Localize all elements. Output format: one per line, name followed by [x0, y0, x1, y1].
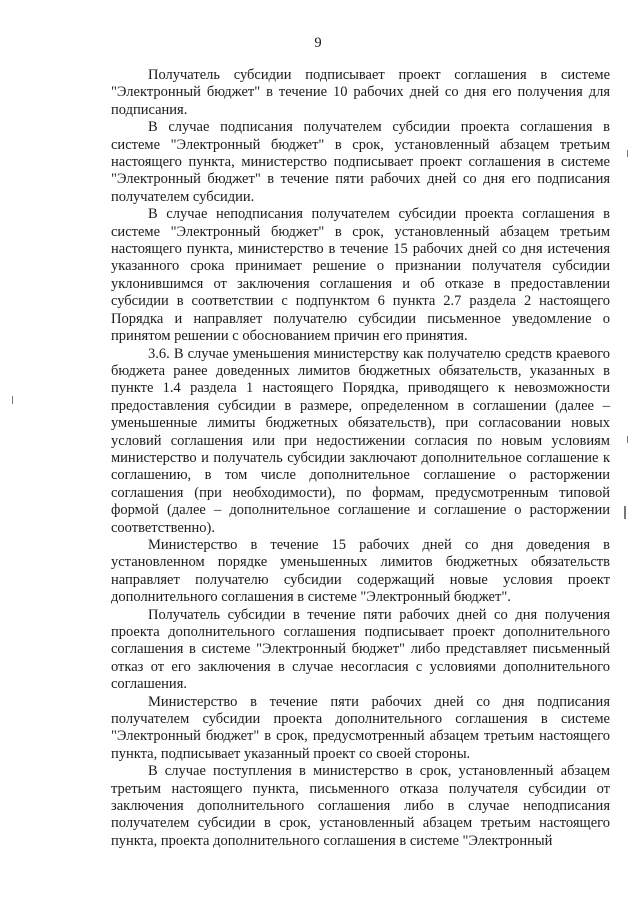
- paragraph-signing-deadline: Получатель субсидии подписывает проект соглашения в системе "Электронный бюджет" в течение 10 рабочих дней со дня его получения для подписания.: [111, 67, 610, 118]
- paragraph-recipient-signs-additional: Получатель субсидии в течение пяти рабочих дней со дня получения проекта дополнительного соглашения подписывает проект дополнительного соглашения в системе "Электронный бюджет" либо представляет письменный отказ от его заключения в случае несогласия с условиями дополнительного соглашения.: [111, 606, 610, 693]
- scan-mark-right-bottom: [624, 506, 626, 519]
- scan-mark-right-middle: [627, 436, 628, 443]
- paragraph-refusal-additional: В случае поступления в министерство в срок, установленный абзацем третьим настоящего пункта, письменного отказа получателя субсидии от заключения дополнительного соглашения либо в случае неподписания получателем субсидии в срок, установленный абзацем третьим настоящего пункта, проекта дополнительного соглашения в системе "Электронный: [111, 763, 610, 849]
- paragraph-refusal-decision: В случае неподписания получателем субсидии проекта соглашения в системе "Электронный бюджет" в срок, установленный абзацем третьим настоящего пункта, министерство в течение 15 рабочих дней со дня истечения указанного срока принимает решение о признании получателя субсидии уклонившимся от заключения соглашения и об отказе в предоставлении субсидии в соответствии с подпунктом 6 пункта 2.7 раздела 2 настоящего Порядка и направляет получателю субсидии письменное уведомление о принятом решении с обоснованием причин его принятия.: [111, 206, 610, 345]
- paragraph-ministry-sends-draft: Министерство в течение 15 рабочих дней со дня доведения в установленном порядке уменьшенных лимитов бюджетных обязательств направляет получателю субсидии содержащий новые условия проект дополнительного соглашения в системе "Электронный бюджет".: [111, 536, 610, 606]
- scan-mark-left: [12, 396, 13, 404]
- page-number: 9: [314, 35, 322, 51]
- scan-mark-right-top: [627, 150, 628, 157]
- paragraph-ministry-signs-additional: Министерство в течение пяти рабочих дней со дня подписания получателем субсидии проекта дополнительного соглашения в системе "Электронный бюджет" в срок, предусмотренный абзацем третьим настоящего пункта, подписывает указанный проект со своей стороны.: [111, 693, 610, 762]
- document-body: [111, 67, 610, 850]
- paragraph-ministry-signs: В случае подписания получателем субсидии проекта соглашения в системе "Электронный бюджет" в срок, установленный абзацем третьим настоящего пункта, министерство подписывает проект соглашения в системе "Электронный бюджет" в течение пяти рабочих дней со дня его подписания получателем субсидии.: [111, 119, 610, 205]
- paragraph-section-3-6: 3.6. В случае уменьшения министерству как получателю средств краевого бюджета ранее доведенных лимитов бюджетных обязательств, указанных в пункте 1.4 раздела 1 настоящего Порядка, приводящего к невозможности предоставления субсидии в размере, определенном в соглашении (далее – уменьшенные лимиты бюджетных обязательств), при согласовании новых условий соглашения или при недостижении согласия по новым условиям министерство и получатель субсидии заключают дополнительное соглашение к соглашению, в том числе дополнительное соглашение о расторжении соглашения (при необходимости), по формам, предусмотренным типовой формой (далее – дополнительное соглашение и соглашение о расторжении соответственно).: [111, 345, 610, 536]
